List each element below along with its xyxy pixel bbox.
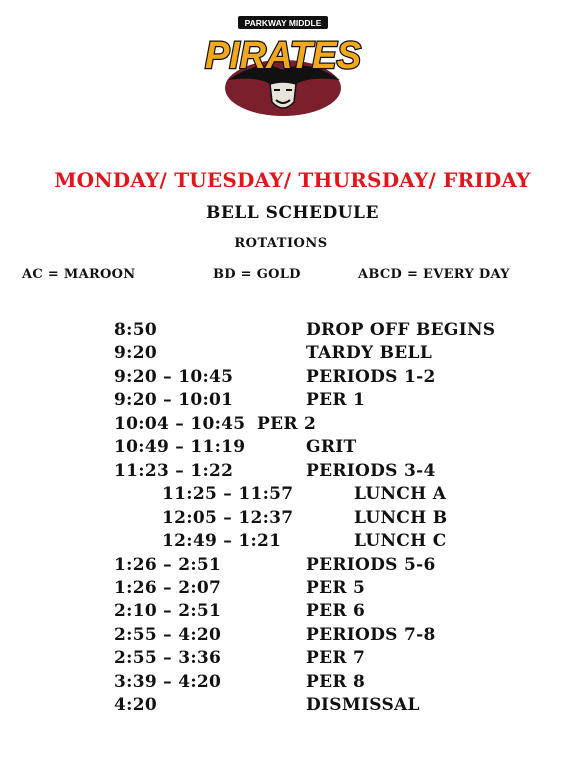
logo-main-text: PIRATES [205,35,361,77]
schedule-label: DISMISSAL [306,695,420,715]
pirates-logo [200,10,366,120]
schedule-label: PERIODS 1-2 [306,367,436,387]
schedule-label: TARDY BELL [306,343,433,363]
schedule-label: LUNCH B [354,508,448,528]
schedule-time: 1:26 – 2:51 [114,555,222,575]
logo-top-text: PARKWAY MIDDLE [244,18,322,28]
schedule-time: 1:26 – 2:07 [114,578,222,598]
schedule-time: 9:20 – 10:45 [114,367,234,387]
page-title: BELL SCHEDULE [206,203,379,223]
schedule-label: LUNCH A [354,484,447,504]
schedule-time: 10:04 – 10:45 [114,414,246,434]
schedule-time: 2:10 – 2:51 [114,601,222,621]
schedule-label: DROP OFF BEGINS [306,320,496,340]
schedule-label: PER 5 [306,578,366,598]
schedule-label: GRIT [306,437,357,457]
schedule-time: 12:49 – 1:21 [162,531,282,551]
schedule-label: LUNCH C [354,531,447,551]
schedule-label: PERIODS 7-8 [306,625,436,645]
legend-maroon: AC = MAROON [22,267,136,282]
schedule-time: 4:20 [114,695,157,715]
schedule-time: 2:55 – 3:36 [114,648,222,668]
schedule-label: PERIODS 5-6 [306,555,436,575]
schedule-time: 3:39 – 4:20 [114,672,222,692]
schedule-label: PER 8 [306,672,366,692]
schedule-time: 12:05 – 12:37 [162,508,294,528]
schedule-label: PER 1 [306,390,366,410]
schedule-time: 2:55 – 4:20 [114,625,222,645]
legend-every-day: ABCD = EVERY DAY [358,267,510,282]
schedule-time: 10:49 – 11:19 [114,437,246,457]
schedule-time: 9:20 [114,343,157,363]
schedule-label: PER 7 [306,648,366,668]
schedule-label: PERIODS 3-4 [306,461,436,481]
rotations-label: ROTATIONS [234,236,328,251]
legend-gold: BD = GOLD [213,267,301,282]
schedule-time: 11:25 – 11:57 [162,484,294,504]
schedule-time: 8:50 [114,320,157,340]
schedule-time: 9:20 – 10:01 [114,390,234,410]
schedule-time: 11:23 – 1:22 [114,461,234,481]
schedule-label: PER 6 [306,601,366,621]
schedule-label: PER 2 [257,414,317,434]
days-heading: MONDAY/ TUESDAY/ THURSDAY/ FRIDAY [54,168,531,192]
pirate-face-icon [270,82,296,108]
